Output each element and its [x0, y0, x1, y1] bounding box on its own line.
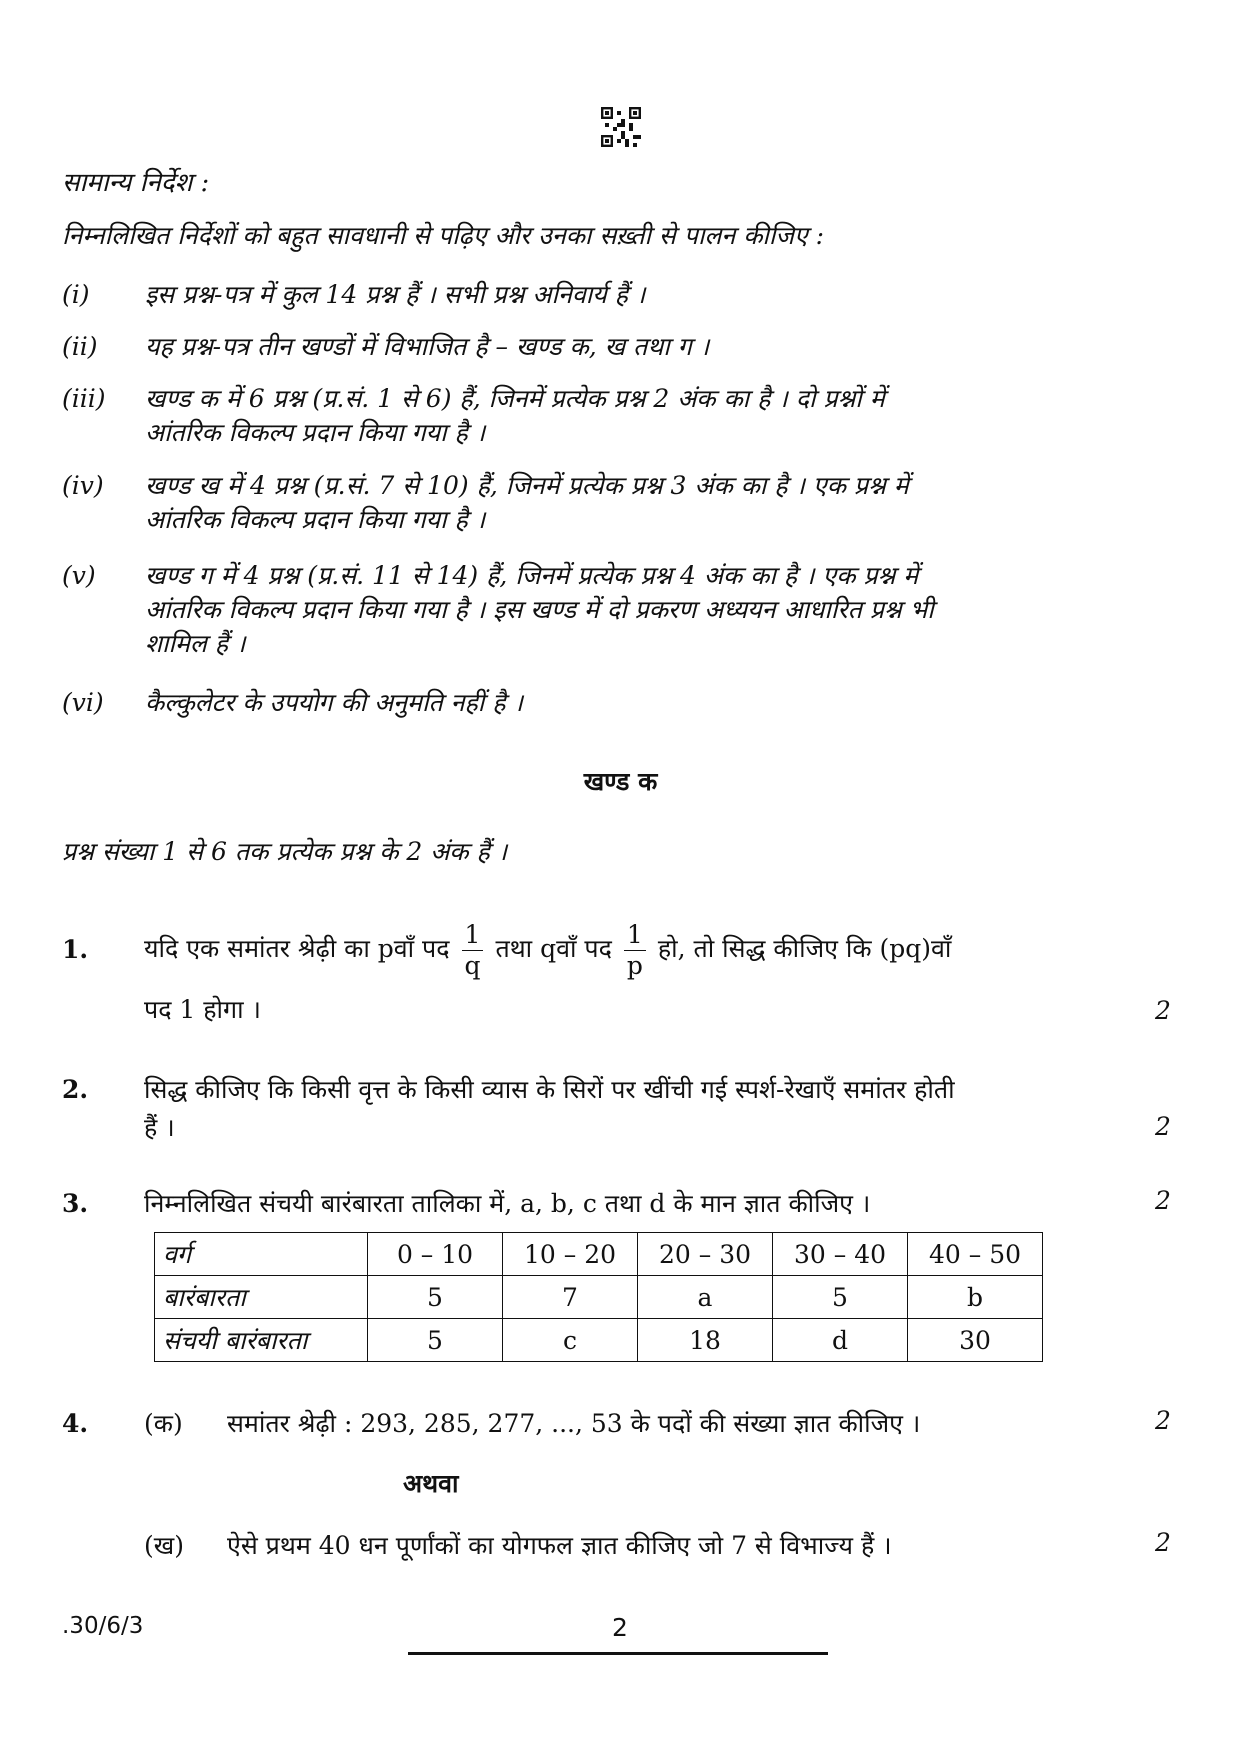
- instruction-text: आंतरिक विकल्प प्रदान किया गया है ।: [145, 505, 486, 534]
- marks: 2: [1155, 1406, 1171, 1435]
- table-cell: a: [638, 1276, 773, 1319]
- or-separator: अथवा: [403, 1469, 459, 1498]
- table-row-label: संचयी बारंबारता: [155, 1319, 368, 1362]
- question-text: सिद्ध कीजिए कि किसी वृत्त के किसी व्यास के सिरों पर खींची गई स्पर्श-रेखाएँ समांतर होती: [144, 1075, 955, 1104]
- table-row: [155, 1233, 1043, 1276]
- instruction-text: यह प्रश्न-पत्र तीन खण्डों में विभाजित है – खण्ड क, ख तथा ग ।: [145, 332, 710, 361]
- table-cell: b: [908, 1276, 1043, 1319]
- option-label: (ख): [144, 1531, 184, 1560]
- instruction-text: कैल्कुलेटर के उपयोग की अनुमति नहीं है ।: [145, 688, 523, 717]
- table-row: [155, 1276, 1043, 1319]
- paper-code: .30/6/3: [62, 1613, 144, 1639]
- fraction: [624, 920, 646, 981]
- fraction-denominator: p: [626, 951, 643, 980]
- marks: 2: [1155, 996, 1171, 1025]
- table-cell: 5: [368, 1319, 503, 1362]
- fraction: [462, 920, 484, 981]
- marks: 2: [1155, 1186, 1171, 1215]
- fraction-numerator: 1: [462, 920, 484, 951]
- table-cell: 10 – 20: [503, 1233, 638, 1276]
- table-row-label: वर्ग: [155, 1233, 368, 1276]
- marks: 2: [1155, 1112, 1171, 1141]
- cumulative-frequency-table: [154, 1232, 1043, 1362]
- table-cell: d: [773, 1319, 908, 1362]
- table-cell: 30 – 40: [773, 1233, 908, 1276]
- footer-divider: [408, 1652, 828, 1655]
- question-text-part: यदि एक समांतर श्रेढ़ी का pवाँ पद: [144, 934, 450, 963]
- instruction-text: खण्ड क में 6 प्रश्न (प्र.सं. 1 से 6) हैं, जिनमें प्रत्येक प्रश्न 2 अंक का है । दो प्रश्नों में: [145, 384, 885, 413]
- table-cell: c: [503, 1319, 638, 1362]
- table-row-label: बारंबारता: [155, 1276, 368, 1319]
- question-number: 2.: [62, 1075, 89, 1104]
- question-text: ऐसे प्रथम 40 धन पूर्णांकों का योगफल ज्ञात कीजिए जो 7 से विभाज्य हैं ।: [227, 1531, 892, 1560]
- instruction-number: (iii): [62, 384, 106, 413]
- section-note: प्रश्न संख्या 1 से 6 तक प्रत्येक प्रश्न के 2 अंक हैं ।: [62, 837, 508, 866]
- instruction-text: खण्ड ख में 4 प्रश्न (प्र.सं. 7 से 10) हैं, जिनमें प्रत्येक प्रश्न 3 अंक का है । एक प्रश्न में: [145, 471, 909, 500]
- instruction-text: शामिल हैं ।: [145, 629, 246, 658]
- instruction-number: (ii): [62, 332, 98, 361]
- table-cell: 7: [503, 1276, 638, 1319]
- question-text: पद 1 होगा ।: [144, 995, 261, 1024]
- table-cell: 5: [368, 1276, 503, 1319]
- instruction-text: आंतरिक विकल्प प्रदान किया गया है । इस खण्ड में दो प्रकरण अध्ययन आधारित प्रश्न भी: [145, 595, 934, 624]
- question-text: [144, 920, 1144, 981]
- general-instructions-intro: निम्नलिखित निर्देशों को बहुत सावधानी से पढ़िए और उनका सख़्ती से पालन कीजिए :: [62, 221, 825, 250]
- table-cell: 0 – 10: [368, 1233, 503, 1276]
- qr-code-icon: [601, 107, 641, 147]
- section-heading: खण्ड क: [583, 767, 658, 796]
- question-number: 3.: [62, 1189, 89, 1218]
- fraction-denominator: q: [464, 951, 481, 980]
- table-cell: 18: [638, 1319, 773, 1362]
- instruction-number: (i): [62, 280, 90, 309]
- table-cell: 40 – 50: [908, 1233, 1043, 1276]
- question-text: हैं ।: [144, 1113, 175, 1142]
- instruction-number: (iv): [62, 471, 104, 500]
- marks: 2: [1155, 1528, 1171, 1557]
- general-instructions-title: सामान्य निर्देश :: [62, 168, 210, 198]
- instruction-text: इस प्रश्न-पत्र में कुल 14 प्रश्न हैं । सभी प्रश्न अनिवार्य हैं ।: [145, 280, 646, 309]
- table-row: [155, 1319, 1043, 1362]
- table-cell: 30: [908, 1319, 1043, 1362]
- page-number: 2: [612, 1613, 628, 1642]
- table-cell: 5: [773, 1276, 908, 1319]
- question-number: 1.: [62, 935, 89, 964]
- question-text-part: हो, तो सिद्ध कीजिए कि (pq)वाँ: [657, 934, 952, 963]
- option-label: (क): [144, 1409, 183, 1438]
- instruction-number: (vi): [62, 688, 104, 717]
- question-text: निम्नलिखित संचयी बारंबारता तालिका में, a, b, c तथा d के मान ज्ञात कीजिए ।: [144, 1189, 871, 1218]
- fraction-numerator: 1: [624, 920, 646, 951]
- table-cell: 20 – 30: [638, 1233, 773, 1276]
- instruction-text: आंतरिक विकल्प प्रदान किया गया है ।: [145, 418, 486, 447]
- instruction-number: (v): [62, 561, 96, 590]
- question-text-part: तथा qवाँ पद: [495, 934, 612, 963]
- question-number: 4.: [62, 1409, 89, 1438]
- question-text: समांतर श्रेढ़ी : 293, 285, 277, ..., 53 के पदों की संख्या ज्ञात कीजिए ।: [227, 1409, 921, 1438]
- instruction-text: खण्ड ग में 4 प्रश्न (प्र.सं. 11 से 14) हैं, जिनमें प्रत्येक प्रश्न 4 अंक का है । एक प्रश्न में: [145, 561, 919, 590]
